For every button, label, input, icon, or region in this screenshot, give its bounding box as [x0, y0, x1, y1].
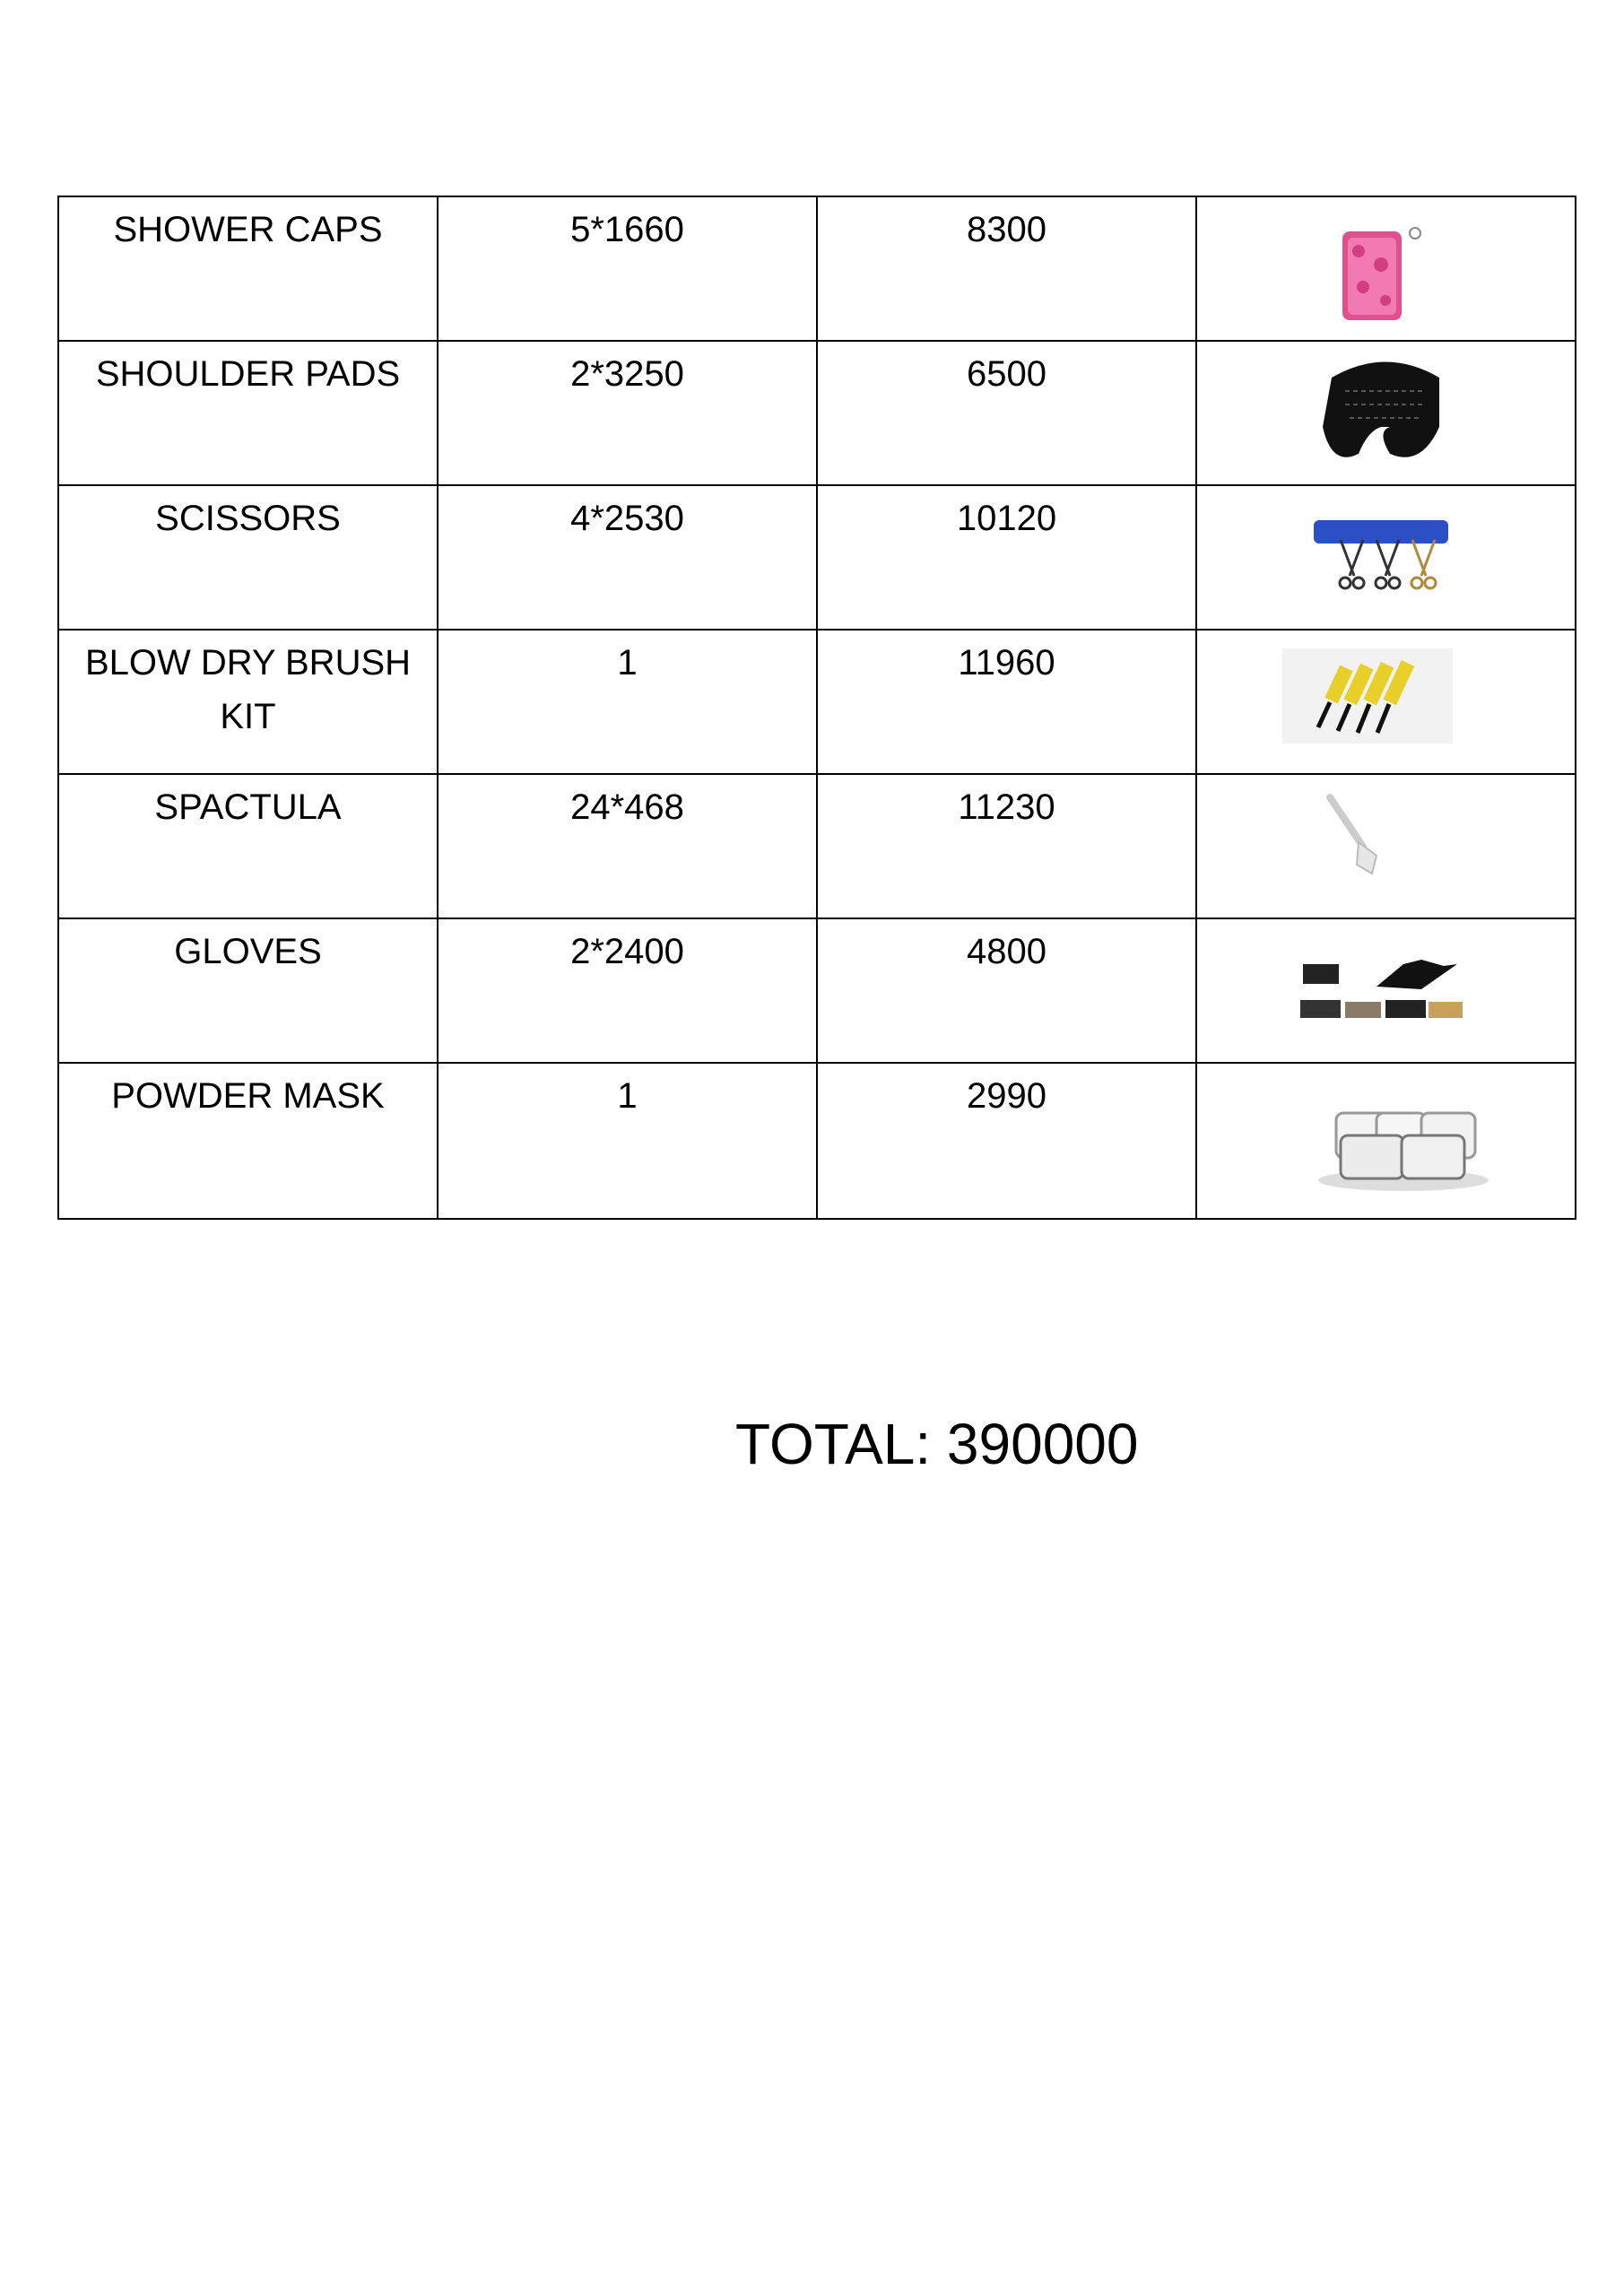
table-row: [58, 1063, 1576, 1219]
item-quantity: 24*468: [438, 774, 817, 918]
item-quantity: 2*3250: [438, 341, 817, 485]
item-price: 2990: [817, 1063, 1196, 1219]
item-quantity: 2*2400: [438, 918, 817, 1063]
item-image-cell: [1196, 918, 1576, 1063]
item-price: 11960: [817, 630, 1196, 774]
item-quantity: 4*2530: [438, 485, 817, 630]
item-image-cell: [1196, 485, 1576, 630]
table-row: [58, 485, 1576, 630]
table-row: [58, 341, 1576, 485]
item-price: 4800: [817, 918, 1196, 1063]
items-table: [57, 196, 1576, 1220]
shoulder-pad-image: [1197, 342, 1573, 483]
spatula-image: [1197, 775, 1573, 916]
item-name: SHOULDER PADS: [58, 341, 438, 485]
item-image-cell: [1196, 341, 1576, 485]
item-name: GLOVES: [58, 918, 438, 1063]
item-quantity: 5*1660: [438, 196, 817, 341]
table-row: [58, 774, 1576, 918]
item-price: 11230: [817, 774, 1196, 918]
item-name: SPACTULA: [58, 774, 438, 918]
item-image-cell: [1196, 196, 1576, 341]
item-image-cell: [1196, 630, 1576, 774]
item-quantity: 1: [438, 1063, 817, 1219]
item-name: BLOW DRY BRUSH KIT: [58, 630, 438, 774]
total-amount: TOTAL: 390000: [735, 1412, 1139, 1476]
table-row: [58, 630, 1576, 774]
scissors-image: [1197, 486, 1573, 627]
item-quantity: 1: [438, 630, 817, 774]
item-name: SCISSORS: [58, 485, 438, 630]
brush-kit-image: [1197, 631, 1573, 771]
shower-caps-image: [1197, 197, 1573, 338]
item-name: POWDER MASK: [58, 1063, 438, 1219]
item-price: 8300: [817, 196, 1196, 341]
powder-mask-image: [1197, 1064, 1573, 1216]
gloves-image: [1197, 919, 1573, 1060]
table-row: [58, 918, 1576, 1063]
table-row: [58, 196, 1576, 341]
item-image-cell: [1196, 1063, 1576, 1219]
item-price: 6500: [817, 341, 1196, 485]
item-name: SHOWER CAPS: [58, 196, 438, 341]
item-image-cell: [1196, 774, 1576, 918]
item-price: 10120: [817, 485, 1196, 630]
